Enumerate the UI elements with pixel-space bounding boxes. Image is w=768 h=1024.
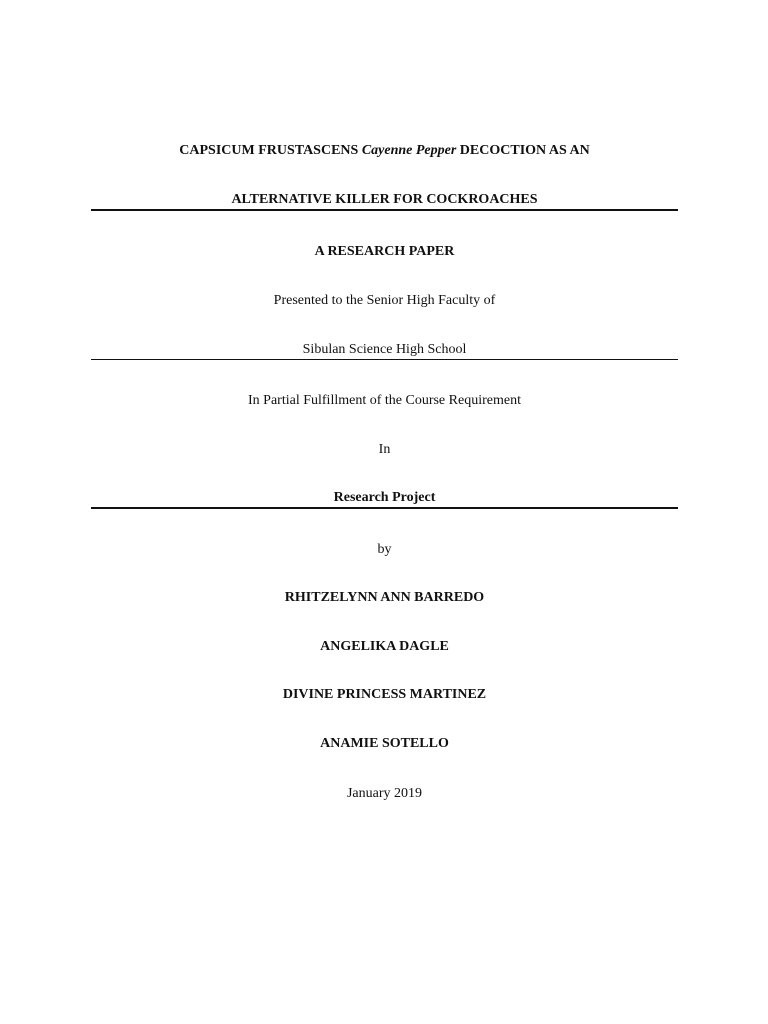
school-name: Sibulan Science High School [302, 342, 467, 357]
course-name: Research Project [333, 490, 436, 505]
course-underline [91, 507, 678, 509]
presented-to: Presented to the Senior High Faculty of [273, 293, 496, 308]
in-word: In [378, 442, 391, 457]
author-name: ANAMIE SOTELLO [320, 736, 449, 751]
author-name: DIVINE PRINCESS MARTINEZ [282, 687, 487, 702]
title-line-1 [91, 142, 678, 160]
date: January 2019 [346, 786, 423, 801]
fulfillment-text: In Partial Fulfillment of the Course Requirement [248, 393, 521, 408]
title-line-2: ALTERNATIVE KILLER FOR COCKROACHES [231, 192, 538, 207]
document-type: A RESEARCH PAPER [314, 244, 455, 259]
title-line-1-pre: CAPSICUM FRUSTASCENS [179, 143, 362, 158]
by-word: by [377, 542, 392, 557]
author-name: ANGELIKA DAGLE [320, 639, 449, 654]
title-underline [91, 209, 678, 211]
author-name: RHITZELYNN ANN BARREDO [284, 590, 485, 605]
title-line-1-post: DECOCTION AS AN [456, 143, 590, 158]
school-underline [91, 359, 678, 360]
title-line-1-italic: Cayenne Pepper [361, 143, 457, 158]
